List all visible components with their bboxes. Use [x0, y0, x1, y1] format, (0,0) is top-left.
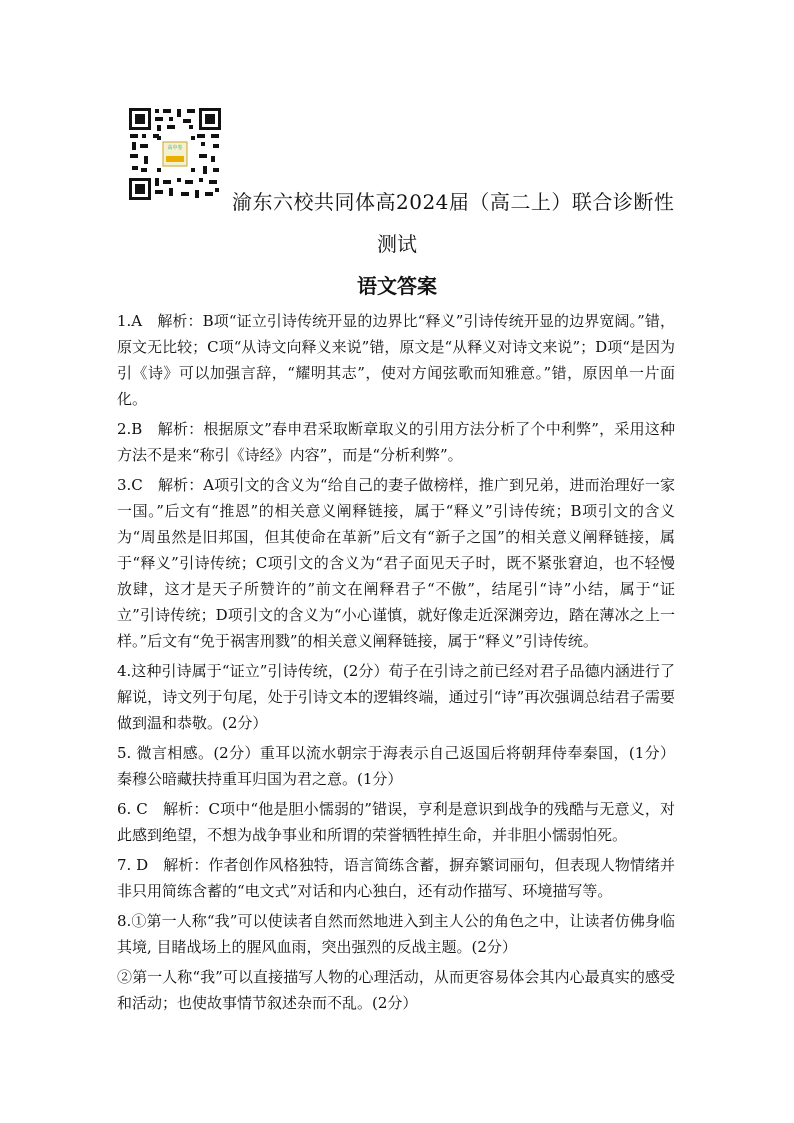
qr-center-label: 高中卷	[167, 145, 183, 151]
answer-8-point-1: 8.①第一人称“我”可以使读者自然而然地进入到主人公的角色之中，让读者仿佛身临其境, 目睹战场上的腥风血雨，突出强烈的反战主题。(2分）	[117, 912, 675, 956]
answer-5: 5. 微言相感。(2分）重耳以流水朝宗于海表示自己返国后将朝拜侍奉秦国，(1分）秦穆公暗藏扶持重耳归国为君之意。(1分）	[117, 744, 675, 788]
answer-1: 1.A 解析：B项“证立引诗传统开显的边界比“释义”引诗传统开显的边界宽阔。”错，原文无比较；C项“从诗文向释义来说”错，原文是“从释义对诗文来说”；D项“是因为引《诗》可以加强言辞，“耀明其志”，使对方闻弦歌而知雅意。”错，原因单一片面化。	[117, 312, 675, 408]
page-title-continued: 测试	[377, 232, 417, 256]
page-subtitle: 语文答案	[357, 274, 437, 298]
answer-4: 4.这种引诗属于“证立”引诗传统，(2分）荀子在引诗之前已经对君子品德内涵进行了解说，诗文列于句尾，处于引诗文本的逻辑终端，通过引“诗”再次强调总结君子需要做到温和恭敬。(2分）	[117, 662, 675, 732]
answer-7: 7. D 解析：作者创作风格独特，语言简练含蓄，摒弃繁词丽句，但表现人物情绪并非只用简练含蓄的“电文式”对话和内心独白，还有动作描写、环境描写等。	[117, 856, 675, 900]
answer-2: 2.B 解析：根据原文”春申君采取断章取义的引用方法分析了个中利弊”，采用这种方法不是来“称引《诗经》内容”，而是“分析利弊”。	[117, 420, 675, 464]
qr-code	[127, 106, 223, 202]
answer-3: 3.C 解析：A项引文的含义为“给自己的妻子做榜样，推广到兄弟，进而治理好一家一国。”后文有“推恩”的相关意义阐释链接，属于“释义”引诗传统；B项引文的含义为“周虽然是旧邦国，但其使命在革新”后文有“新子之国”的相关意义阐释链接，属于“释义”引诗传统；C项引文的含义为“君子面见天子时，既不紧张窘迫，也不轻慢放肆，这才是天子所赞许的”前文在阐释君子“不傲”，结尾引“诗”小结，属于“证立”引诗传统；D项引文的含义为“小心谨慎，就好像走近深渊旁边，踏在薄冰之上一样。”后文有“免于祸害刑戮”的相关意义阐释链接，属于“释义”引诗传统。	[117, 476, 675, 650]
answer-6: 6. C 解析：C项中“他是胆小懦弱的”错误，亨利是意识到战争的残酷与无意义，对此感到绝望，不想为战争事业和所谓的荣誉牺牲掉生命，并非胆小懦弱怕死。	[117, 800, 675, 844]
page-title: 渝东六校共同体高2024届（高二上）联合诊断性	[232, 190, 675, 214]
answer-list	[117, 308, 675, 1020]
answer-8-point-2: ②第一人称“我”可以直接描写人物的心理活动，从而更容易体会其内心最真实的感受和活动；也使故事情节叙述杂而不乱。(2分）	[117, 968, 675, 1012]
